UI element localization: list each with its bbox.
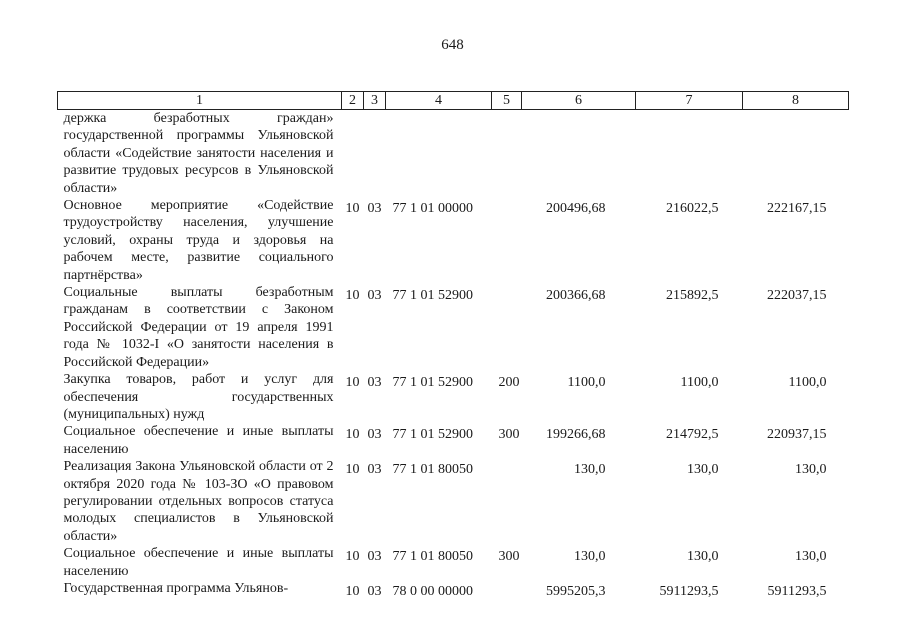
row-amount-3 [743, 110, 849, 198]
table-row [58, 197, 849, 284]
header-cell: 7 [636, 92, 743, 110]
row-subsection: 03 [367, 288, 382, 304]
row-target-code: 77 1 01 80050 [392, 549, 473, 565]
row-amount-3: 222037,15 [767, 288, 827, 304]
header-row [58, 92, 849, 110]
row-expense-type: 300 [498, 427, 520, 443]
header-cell: 6 [522, 92, 636, 110]
row-amount-1: 130,0 [574, 462, 606, 478]
row-amount-2: 130,0 [687, 462, 719, 478]
row-name: держка безработных граждан» государственной программы Ульяновской области «Содействие занятости населения и развитие трудовых ресурсов в Ульяновской области» [63, 111, 334, 196]
row-amount-3: 5911293,5 [767, 583, 827, 599]
header-cell: 1 [58, 92, 342, 110]
row-name: Государственная программа Ульянов- [63, 580, 289, 596]
row-subsection: 03 [367, 462, 382, 478]
row-amount-2: 1100,0 [680, 375, 719, 391]
table-row [58, 284, 849, 371]
row-target-code: 77 1 01 52900 [392, 427, 473, 443]
row-amount-2 [636, 110, 743, 198]
row-section: 10 [345, 549, 360, 565]
row-expense-type [492, 284, 522, 371]
row-target-code: 77 1 01 80050 [392, 462, 473, 478]
row-name: Основное мероприятие «Содействие трудоустройству населения, улучшение условий, охраны труда и здоровья на рабочем месте, развитие социального партнёрства» [63, 198, 334, 283]
row-amount-2: 215892,5 [666, 288, 719, 304]
budget-table [57, 91, 849, 600]
page-number: 648 [441, 37, 464, 53]
row-expense-type [492, 110, 522, 198]
row-section: 10 [345, 201, 360, 217]
row-expense-type: 200 [498, 375, 520, 391]
row-amount-2: 214792,5 [666, 427, 719, 443]
row-amount-2: 216022,5 [666, 201, 719, 217]
row-amount-1: 200366,68 [546, 288, 606, 304]
table-row [58, 580, 849, 600]
row-subsection [364, 110, 386, 198]
row-subsection: 03 [367, 583, 382, 599]
row-amount-3: 222167,15 [767, 201, 827, 217]
row-amount-3: 1100,0 [788, 375, 827, 391]
row-expense-type [492, 580, 522, 600]
header-cell: 4 [386, 92, 492, 110]
row-target-code [386, 110, 492, 198]
row-target-code: 77 1 01 00000 [392, 201, 473, 217]
row-target-code: 77 1 01 52900 [392, 288, 473, 304]
row-amount-2: 130,0 [687, 549, 719, 565]
row-section: 10 [345, 288, 360, 304]
row-amount-1: 200496,68 [546, 201, 606, 217]
header-cell: 8 [743, 92, 849, 110]
row-section [342, 110, 364, 198]
header-cell: 3 [364, 92, 386, 110]
row-subsection: 03 [367, 427, 382, 443]
table-row [58, 458, 849, 545]
row-subsection: 03 [367, 375, 382, 391]
row-section: 10 [345, 375, 360, 391]
row-name: Социальные выплаты безработным гражданам в соответствии с Законом Российской Федерации от 19 апреля 1991 года № 1032-I «О занятости населения в Российской Федерации» [63, 285, 334, 370]
row-expense-type [492, 458, 522, 545]
table-row [58, 423, 849, 458]
row-subsection: 03 [367, 549, 382, 565]
row-expense-type: 300 [498, 549, 520, 565]
row-amount-3: 130,0 [795, 549, 827, 565]
row-expense-type [492, 197, 522, 284]
row-section: 10 [345, 462, 360, 478]
row-name: Реализация Закона Ульяновской области от 2 октября 2020 года № 103-ЗО «О правовом регулировании отдельных вопросов статуса молодых специалистов в Ульяновской области» [63, 459, 334, 544]
row-amount-1: 1100,0 [567, 375, 606, 391]
table-row [58, 545, 849, 580]
row-target-code: 78 0 00 00000 [392, 583, 473, 599]
row-amount-1: 199266,68 [546, 427, 606, 443]
row-section: 10 [345, 427, 360, 443]
row-name: Социальное обеспечение и иные выплаты населению [63, 424, 334, 457]
row-amount-2: 5911293,5 [659, 583, 719, 599]
row-section: 10 [345, 583, 360, 599]
row-amount-3: 130,0 [795, 462, 827, 478]
table-row [58, 110, 849, 198]
row-target-code: 77 1 01 52900 [392, 375, 473, 391]
row-name: Социальное обеспечение и иные выплаты населению [63, 546, 334, 579]
row-amount-3: 220937,15 [767, 427, 827, 443]
row-subsection: 03 [367, 201, 382, 217]
header-cell: 5 [492, 92, 522, 110]
header-cell: 2 [342, 92, 364, 110]
table-row [58, 371, 849, 423]
row-amount-1: 5995205,3 [546, 583, 606, 599]
row-name: Закупка товаров, работ и услуг для обеспечения государственных (муниципальных) нужд [63, 372, 334, 422]
row-amount-1 [522, 110, 636, 198]
row-amount-1: 130,0 [574, 549, 606, 565]
